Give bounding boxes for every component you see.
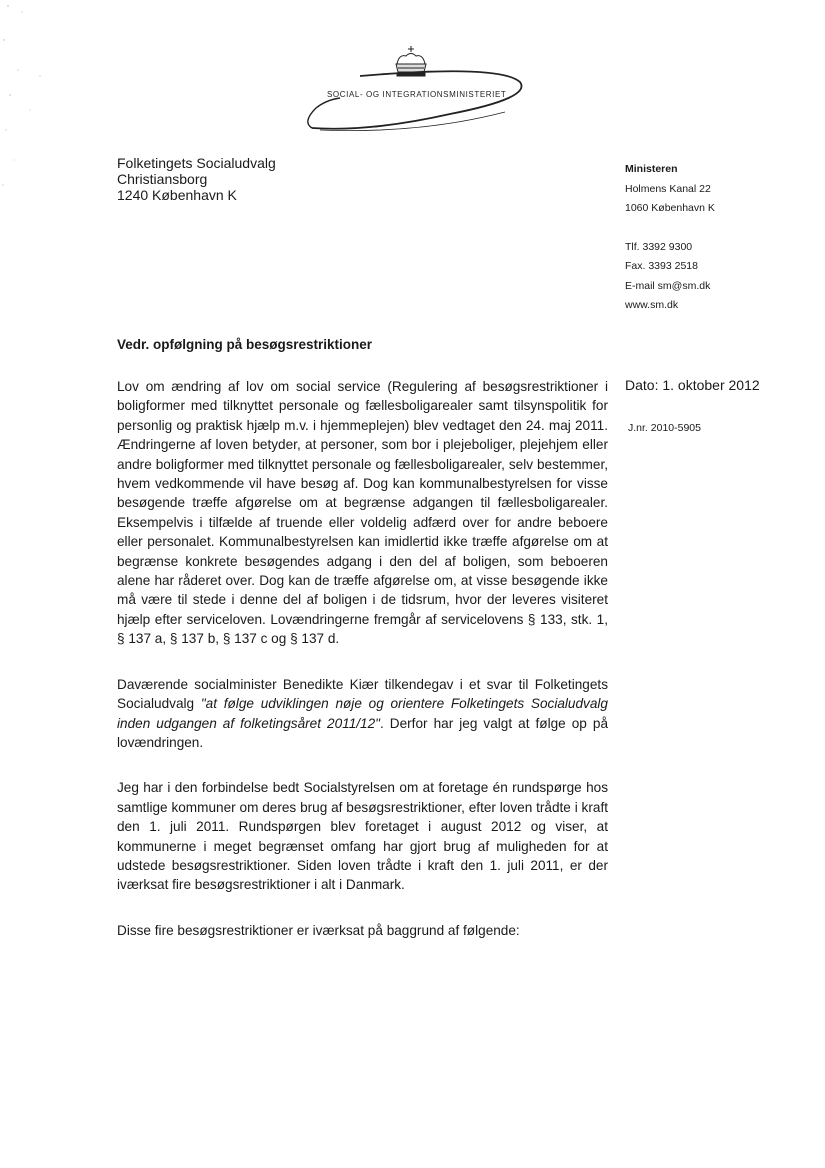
paragraph-text: Daværende socialminister Benedikte Kiær tilkendegav i et svar til Folketingets Socialudvalg — [117, 676, 608, 712]
letter-body — [117, 377, 608, 940]
quoted-text: "at følge udviklingen nøje og orientere Folketingets Socialudvalg inden udgangen af folketingsåret 2011/12" — [117, 696, 608, 731]
body-paragraph — [117, 675, 608, 753]
sender-email: E-mail sm@sm.dk — [625, 279, 711, 292]
sender-block — [625, 160, 715, 316]
body-paragraph: Jeg har i den forbindelse bedt Socialstyrelsen om at foretage én rundspørge hos samtlige kommuner om deres brug af besøgsrestriktioner, efter loven trådte i kraft den 1. juli 2011. Rundspørgen blev foretaget i august 2012 og viser, at kommunerne i meget begrænset omfang har gjort brug af muligheden for at udstede besøgsrestriktioner. Siden loven trådte i kraft den 1. juli 2011, er der iværksat fire besøgsrestriktioner i alt i Danmark. — [117, 780, 608, 893]
journal-number: J.nr. 2010-5905 — [628, 422, 701, 434]
sender-city: 1060 København K — [625, 202, 715, 214]
sender-web: www.sm.dk — [625, 299, 679, 311]
recipient-line: 1240 København K — [117, 187, 237, 203]
ministry-name: SOCIAL- OG INTEGRATIONSMINISTERIET — [327, 90, 507, 99]
body-paragraph: Disse fire besøgsrestriktioner er iværksat på baggrund af følgende: — [117, 922, 520, 938]
body-paragraph: Lov om ændring af lov om social service (Regulering af besøgsrestriktioner i boligformer med tilknyttet personale og fællesboligarealer samt tilsynspolitik for personlig og praktisk hjælp m.v. i hjemmeplejen) blev vedtaget den 24. maj 2011. Ændringerne af loven betyder, at personer, som bor i plejeboliger, plejehjem eller andre boligformer med tilknyttet personale og fællesboligarealer, selv bestemmer, hvem vedkommende vil have besøg af. Dog kan kommunalbestyrelsen for visse besøgende træffe afgørelse om at begrænse adgangen til fællesboligarealer. Eksempelvis i tilfælde af truende eller voldelig adfærd over for andre beboere eller personalet. Kommunalbestyrelsen kan imidlertid ikke træffe afgørelse om at begrænse konkrete besøgendes adgang i den del af boligen, som beboeren alene har råderet over. Dog kan de træffe afgørelse om, at visse besøgende ikke må være til stede i denne del af boligen i de tidsrum, hvor der leveres visiteret hjælp efter serviceloven. Lovændringerne fremgår af servicelovens § 133, stk. 1, § 137 a, § 137 b, § 137 c og § 137 d. — [117, 379, 608, 647]
sender-phone: Tlf. 3392 9300 — [625, 240, 693, 253]
ministry-logo — [300, 42, 532, 137]
letter-date: Dato: 1. oktober 2012 — [625, 377, 760, 393]
recipient-address — [117, 155, 276, 203]
sender-fax: Fax. 3393 2518 — [625, 260, 698, 272]
letter-subject: Vedr. opfølgning på besøgsrestriktioner — [117, 337, 373, 352]
sender-title: Ministeren — [625, 163, 678, 175]
recipient-line: Folketingets Socialudvalg — [117, 155, 276, 171]
sender-street: Holmens Kanal 22 — [625, 182, 711, 195]
recipient-line: Christiansborg — [117, 171, 208, 187]
scan-artifact — [0, 0, 60, 200]
paragraph-text: . Derfor har jeg valgt at følge op på lovændringen. — [117, 715, 609, 750]
